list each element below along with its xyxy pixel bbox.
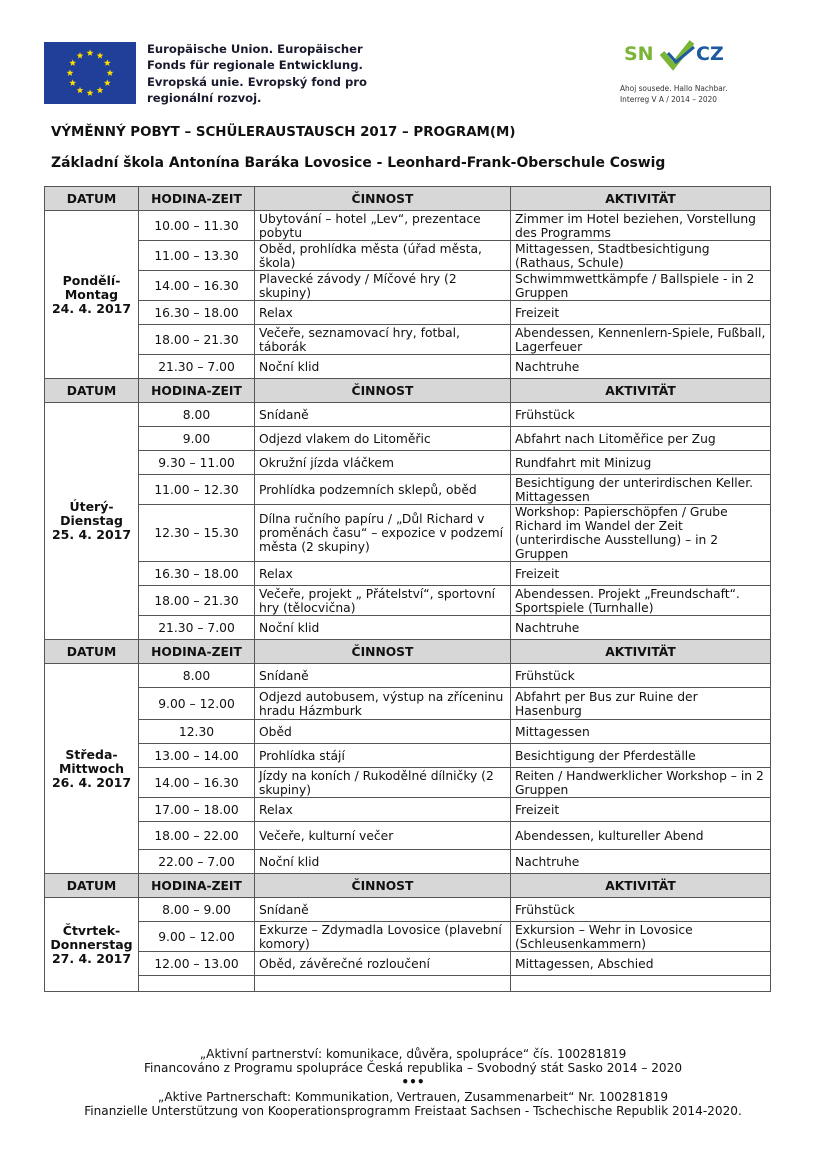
- header-cinnost: ČINNOST: [255, 640, 511, 664]
- table-header-row: [45, 187, 771, 211]
- table-row: [45, 241, 771, 271]
- table-row: [45, 688, 771, 720]
- activity-cz-cell: Večeře, kulturní večer: [255, 822, 511, 850]
- activity-de-cell: Rundfahrt mit Minizug: [511, 451, 771, 475]
- activity-de-cell: Abfahrt nach Litoměřice per Zug: [511, 427, 771, 451]
- day-cell: [45, 664, 139, 874]
- day-cell: [45, 898, 139, 992]
- activity-cz-cell: Jízdy na koních / Rukodělné dílničky (2 skupiny): [255, 768, 511, 798]
- table-row: [45, 768, 771, 798]
- footer-funding-de: Finanzielle Unterstützung von Kooperationsprogramm Freistaat Sachsen - Tschechische Republik 2014-2020.: [84, 1104, 742, 1119]
- eu-flag-logo: [44, 42, 136, 104]
- activity-cz-cell: Oběd, prohlídka města (úřad města, škola): [255, 241, 511, 271]
- eu-star-icon: [87, 49, 94, 56]
- activity-de-cell: Besichtigung der unterirdischen Keller. Mittagessen: [511, 475, 771, 505]
- table-row: [45, 211, 771, 241]
- time-cell: 12.30 – 15.30: [139, 505, 255, 562]
- eu-star-icon: [77, 52, 84, 59]
- activity-cz-cell: Noční klid: [255, 850, 511, 874]
- time-cell: 8.00: [139, 403, 255, 427]
- time-cell: 8.00: [139, 664, 255, 688]
- table-row: [45, 850, 771, 874]
- eu-text-line: Fonds für regionale Entwicklung.: [147, 58, 363, 73]
- activity-de-cell: Nachtruhe: [511, 616, 771, 640]
- table-row: [45, 475, 771, 505]
- day-date: 25. 4. 2017: [51, 527, 132, 542]
- activity-de-cell: Abendessen. Projekt „Freundschaft“. Sportspiele (Turnhalle): [511, 586, 771, 616]
- table-row: [45, 922, 771, 952]
- day-name: Úterý-Dienstag: [60, 499, 123, 528]
- day-date: 24. 4. 2017: [51, 300, 132, 316]
- activity-de-cell: Workshop: Papierschöpfen / Grube Richard im Wandel der Zeit (unterirdische Ausstellung) – in 2 Gruppen: [511, 505, 771, 562]
- table-row: [45, 505, 771, 562]
- day-date: 26. 4. 2017: [51, 774, 132, 790]
- table-row: [45, 271, 771, 301]
- activity-de-cell: Mittagessen: [511, 720, 771, 744]
- footer-czech: [0, 1047, 826, 1076]
- table-row: [45, 355, 771, 379]
- table-row: [45, 586, 771, 616]
- time-cell: 9.00: [139, 427, 255, 451]
- eu-star-icon: [69, 79, 76, 86]
- table-row: [45, 720, 771, 744]
- footer-project-de: „Aktive Partnerschaft: Kommunikation, Vertrauen, Zusammenarbeit“ Nr. 100281819: [157, 1090, 669, 1104]
- eu-text-line: Evropská unie. Evropský fond pro: [147, 74, 367, 89]
- day-name: Pondělí-Montag: [62, 272, 121, 302]
- table-row: [45, 325, 771, 355]
- eu-star-icon: [69, 59, 76, 66]
- time-cell: 10.00 – 11.30: [139, 211, 255, 241]
- footer-project-cz: „Aktivní partnerství: komunikace, důvěra, spolupráce“ čís. 100281819: [199, 1047, 627, 1061]
- activity-cz-cell: Relax: [255, 301, 511, 325]
- eu-star-icon: [107, 69, 114, 76]
- time-cell: 9.00 – 12.00: [139, 688, 255, 720]
- time-cell: 14.00 – 16.30: [139, 768, 255, 798]
- sn-logo-text: SN: [624, 43, 654, 65]
- activity-de-cell: Exkursion – Wehr in Lovosice (Schleusenkammern): [511, 922, 771, 952]
- activity-cz-cell: Prohlídka stájí: [255, 744, 511, 768]
- day-name: Středa-Mittwoch: [58, 746, 125, 776]
- table-row: [45, 403, 771, 427]
- time-cell: 9.00 – 12.00: [139, 922, 255, 952]
- header-aktivitat: AKTIVITÄT: [511, 874, 771, 898]
- activity-cz-cell: Exkurze – Zdymadla Lovosice (plavební komory): [255, 922, 511, 952]
- activity-de-cell: Frühstück: [511, 403, 771, 427]
- header-hodina-zeit: HODINA-ZEIT: [139, 379, 255, 403]
- day-name: Čtvrtek-Donnerstag: [50, 922, 133, 952]
- table-row: [45, 427, 771, 451]
- schedule-table-wrapper: [44, 186, 770, 992]
- time-cell: 16.30 – 18.00: [139, 301, 255, 325]
- table-row: [45, 664, 771, 688]
- header-hodina-zeit: HODINA-ZEIT: [139, 874, 255, 898]
- activity-cz-cell: Odjezd vlakem do Litoměřic: [255, 427, 511, 451]
- time-cell: 18.00 – 22.00: [139, 822, 255, 850]
- time-cell: 21.30 – 7.00: [139, 355, 255, 379]
- activity-cz-cell: Noční klid: [255, 616, 511, 640]
- day-cell: [45, 211, 139, 379]
- activity-cz-cell: Snídaně: [255, 664, 511, 688]
- table-row: [45, 898, 771, 922]
- table-row: [45, 451, 771, 475]
- eu-star-icon: [97, 52, 104, 59]
- time-cell: 12.30: [139, 720, 255, 744]
- time-cell: 11.00 – 12.30: [139, 475, 255, 505]
- table-header-row: [45, 379, 771, 403]
- header-aktivitat: AKTIVITÄT: [511, 640, 771, 664]
- time-cell: 13.00 – 14.00: [139, 744, 255, 768]
- table-row: [45, 822, 771, 850]
- day-date: 27. 4. 2017: [51, 950, 132, 966]
- activity-cz-cell: Oběd: [255, 720, 511, 744]
- interreg-program: Interreg V A / 2014 – 2020: [620, 94, 717, 104]
- activity-de-cell: Abendessen, Kennenlern-Spiele, Fußball, Lagerfeuer: [511, 325, 771, 355]
- activity-cz-cell: Večeře, projekt „ Přátelství“, sportovní hry (tělocvična): [255, 586, 511, 616]
- time-cell: 12.00 – 13.00: [139, 952, 255, 976]
- activity-de-cell: Abfahrt per Bus zur Ruine der Hasenburg: [511, 688, 771, 720]
- eu-fund-text: [147, 41, 367, 107]
- activity-cz-cell: Relax: [255, 798, 511, 822]
- eu-star-icon: [104, 59, 111, 66]
- activity-cz-cell: Plavecké závody / Míčové hry (2 skupiny): [255, 271, 511, 301]
- table-row: [45, 301, 771, 325]
- activity-de-cell: Mittagessen, Stadtbesichtigung (Rathaus, Schule): [511, 241, 771, 271]
- header-datum: DATUM: [45, 640, 139, 664]
- eu-star-icon: [104, 79, 111, 86]
- activity-de-cell: Abendessen, kultureller Abend: [511, 822, 771, 850]
- activity-de-cell: Besichtigung der Pferdeställe: [511, 744, 771, 768]
- activity-de-cell: Nachtruhe: [511, 850, 771, 874]
- eu-text-line: regionální rozvoj.: [147, 91, 262, 106]
- header-aktivitat: AKTIVITÄT: [511, 187, 771, 211]
- eu-text-line: Europäische Union. Europäischer: [147, 42, 363, 56]
- time-cell: 17.00 – 18.00: [139, 798, 255, 822]
- footer-german: [0, 1090, 826, 1119]
- activity-de-cell: Frühstück: [511, 664, 771, 688]
- table-row: [45, 562, 771, 586]
- eu-star-icon: [97, 87, 104, 94]
- header-aktivitat: AKTIVITÄT: [511, 379, 771, 403]
- activity-cz-cell: Noční klid: [255, 355, 511, 379]
- activity-cz-cell: Dílna ručního papíru / „Důl Richard v proměnách času“ – expozice v podzemí města (2 skupiny): [255, 505, 511, 562]
- header-hodina-zeit: HODINA-ZEIT: [139, 640, 255, 664]
- activity-de-cell: [511, 976, 771, 992]
- table-row: [45, 952, 771, 976]
- activity-cz-cell: Relax: [255, 562, 511, 586]
- activity-cz-cell: Oběd, závěrečné rozloučení: [255, 952, 511, 976]
- time-cell: 18.00 – 21.30: [139, 586, 255, 616]
- table-row: [45, 616, 771, 640]
- activity-cz-cell: Ubytování – hotel „Lev“, prezentace pobytu: [255, 211, 511, 241]
- time-cell: 9.30 – 11.00: [139, 451, 255, 475]
- table-header-row: [45, 874, 771, 898]
- header-hodina-zeit: HODINA-ZEIT: [139, 187, 255, 211]
- time-cell: 8.00 – 9.00: [139, 898, 255, 922]
- activity-de-cell: Mittagessen, Abschied: [511, 952, 771, 976]
- activity-cz-cell: Snídaně: [255, 898, 511, 922]
- header-datum: DATUM: [45, 379, 139, 403]
- header-datum: DATUM: [45, 874, 139, 898]
- cz-logo-text: CZ: [696, 43, 724, 65]
- header-cinnost: ČINNOST: [255, 874, 511, 898]
- activity-de-cell: Freizeit: [511, 798, 771, 822]
- eu-star-icon: [67, 69, 74, 76]
- time-cell: 14.00 – 16.30: [139, 271, 255, 301]
- activity-cz-cell: Večeře, seznamovací hry, fotbal, táborák: [255, 325, 511, 355]
- interreg-tagline: Ahoj sousede. Hallo Nachbar.: [620, 83, 728, 93]
- eu-star-icon: [77, 87, 84, 94]
- activity-cz-cell: Okružní jízda vláčkem: [255, 451, 511, 475]
- header-datum: DATUM: [45, 187, 139, 211]
- footer-separator: •••: [401, 1075, 425, 1089]
- eu-star-icon: [87, 89, 94, 96]
- activity-de-cell: Zimmer im Hotel beziehen, Vorstellung des Programms: [511, 211, 771, 241]
- table-row: [45, 798, 771, 822]
- page-title: VÝMĚNNÝ POBYT – SCHÜLERAUSTAUSCH 2017 – PROGRAM(M): [51, 125, 516, 140]
- activity-de-cell: Reiten / Handwerklicher Workshop – in 2 Gruppen: [511, 768, 771, 798]
- time-cell: 21.30 – 7.00: [139, 616, 255, 640]
- activity-cz-cell: Odjezd autobusem, výstup na zříceninu hradu Házmburk: [255, 688, 511, 720]
- time-cell: [139, 976, 255, 992]
- page-subtitle: Základní škola Antonína Baráka Lovosice - Leonhard-Frank-Oberschule Coswig: [51, 155, 666, 171]
- footer-funding-cz: Financováno z Programu spolupráce Česká republika – Svobodný stát Sasko 2014 – 2020: [143, 1061, 683, 1076]
- time-cell: 16.30 – 18.00: [139, 562, 255, 586]
- time-cell: 11.00 – 13.30: [139, 241, 255, 271]
- header-cinnost: ČINNOST: [255, 187, 511, 211]
- schedule-table: [44, 186, 771, 992]
- header-cinnost: ČINNOST: [255, 379, 511, 403]
- time-cell: 22.00 – 7.00: [139, 850, 255, 874]
- activity-de-cell: Nachtruhe: [511, 355, 771, 379]
- activity-cz-cell: Snídaně: [255, 403, 511, 427]
- activity-de-cell: Freizeit: [511, 562, 771, 586]
- activity-de-cell: Schwimmwettkämpfe / Ballspiele - in 2 Gruppen: [511, 271, 771, 301]
- eu-stars-icon: [44, 42, 136, 104]
- activity-cz-cell: [255, 976, 511, 992]
- time-cell: 18.00 – 21.30: [139, 325, 255, 355]
- activity-de-cell: Freizeit: [511, 301, 771, 325]
- table-row: [45, 744, 771, 768]
- activity-de-cell: Frühstück: [511, 898, 771, 922]
- table-header-row: [45, 640, 771, 664]
- activity-cz-cell: Prohlídka podzemních sklepů, oběd: [255, 475, 511, 505]
- day-cell: [45, 403, 139, 640]
- table-row: [45, 976, 771, 992]
